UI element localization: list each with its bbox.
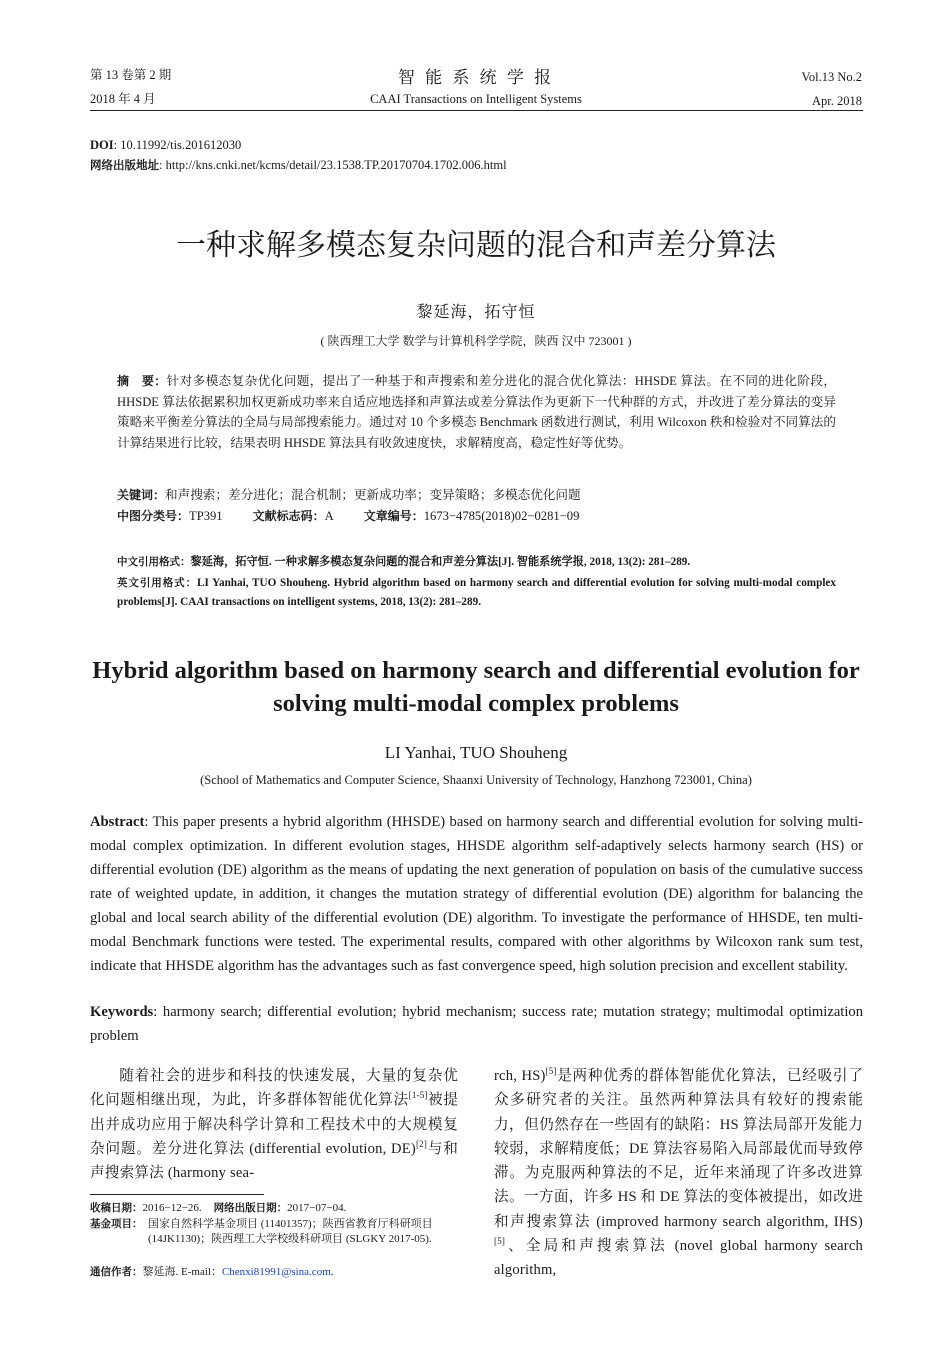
doc-code-label: 文献标志码： bbox=[252, 509, 325, 523]
clc-label: 中图分类号： bbox=[117, 509, 190, 523]
header-date-en: Apr. 2018 bbox=[812, 94, 862, 108]
doc-code-value: A bbox=[324, 509, 334, 523]
keywords-en-label: Keywords bbox=[90, 1004, 154, 1020]
abstract-cn bbox=[117, 371, 836, 453]
citation-ref-3: [5] bbox=[545, 1066, 557, 1077]
online-date-label: 网络出版日期： bbox=[213, 1202, 288, 1214]
keywords-en-text: : harmony search; differential evolution; hybrid mechanism; success rate; mutation strategy; multimodal optimization problem bbox=[90, 1004, 863, 1044]
body-left-text-2: 被提出并成功应用于解决科学计算和工程技术中的大规模复杂问题。差分进化算法 (differential evolution, DE) bbox=[90, 1092, 459, 1157]
footnote-author bbox=[90, 1265, 462, 1280]
title-en-line1: Hybrid algorithm based on harmony search and differential evolution for bbox=[92, 657, 860, 684]
footnote-rule bbox=[90, 1194, 264, 1195]
abstract-en bbox=[90, 810, 863, 978]
article-number-label: 文章编号： bbox=[363, 509, 424, 523]
header-rule bbox=[90, 110, 863, 111]
fund-value: 国家自然科学基金项目 (11401357)；陕西省教育厅科研项目 (14JK1130)；陕西理工大学校级科研项目 (SLGKY 2017-05). bbox=[148, 1218, 433, 1245]
online-address-value: : http://kns.cnki.net/kcms/detail/23.1538.TP.20170704.1702.006.html bbox=[159, 158, 507, 172]
received-label: 收稿日期： bbox=[90, 1202, 143, 1214]
online-date-value: 2017−07−04. bbox=[287, 1202, 347, 1214]
keywords-cn-text: 和声搜索；差分进化；混合机制；更新成功率；变异策略；多模态优化问题 bbox=[165, 488, 581, 502]
email-link[interactable]: Chenxi81991@sina.com bbox=[221, 1266, 331, 1278]
body-right-paragraph bbox=[494, 1064, 863, 1283]
citation-ref-4: [5] bbox=[494, 1236, 506, 1247]
clc-value: TP391 bbox=[189, 509, 223, 523]
doi-label: DOI bbox=[90, 138, 114, 152]
keywords-en bbox=[90, 1000, 863, 1048]
fund-label: 基金项目： bbox=[90, 1218, 143, 1230]
author-value: 黎延海. E-mail： bbox=[142, 1266, 222, 1278]
citation-en-label: 英文引用格式： bbox=[117, 577, 198, 589]
online-address-line bbox=[90, 156, 507, 174]
journal-name-en: CAAI Transactions on Intelligent Systems bbox=[370, 92, 582, 106]
authors-en: LI Yanhai, TUO Shouheng bbox=[384, 743, 568, 762]
abstract-cn-text: 针对多模态复杂优化问题，提出了一种基于和声搜索和差分进化的混合优化算法：HHSDE 算法。在不同的进化阶段，HHSDE 算法依据累积加权更新成功率来自适应地选择和声算法或差分算法作为更新下一代种群的方式，并改进了差分算法的变异策略来平衡差分算法的全局与局部搜索能力。通过对 10 个多模态 Benchmark 函数进行测试，利用 Wilcoxon 秩和检验对不同算法的计算结果进行比较，结果表明 HHSDE 算法具有收敛速度快，求解精度高，稳定性好等优势。 bbox=[117, 374, 836, 450]
body-right-text-2: 是两种优秀的群体智能优化算法，已经吸引了众多研究者的关注。虽然两种算法具有较好的搜索能力，但仍然存在一些固有的缺陷：HS 算法局部开发能力较弱，求解精度低；DE 算法容易陷入局部最优而导致停滞。为克服两种算法的不足，近年来涌现了许多改进算法。一方面，许多 HS 和 DE 算法的变体被提出，如改进和声搜索算法 (improved harmony search algorithm, IHS) bbox=[494, 1068, 863, 1230]
classification-line bbox=[117, 506, 836, 526]
citation-en-text: LI Yanhai, TUO Shouheng. Hybrid algorithm based on harmony search and differential evolution for solving multi-modal complex problems[J]. CAAI transactions on intelligent systems, 2018, 13(2): 281–289. bbox=[117, 577, 836, 608]
title-en-line2: solving multi-modal complex problems bbox=[273, 690, 679, 717]
journal-name-cn: 智 能 系 统 学 报 bbox=[397, 68, 555, 87]
citation-ref-1: [1-5] bbox=[408, 1090, 428, 1101]
abstract-cn-label: 摘 要： bbox=[117, 374, 167, 388]
header-date-cn: 2018 年 4 月 bbox=[90, 92, 156, 106]
header-volume-en: Vol.13 No.2 bbox=[801, 70, 862, 84]
body-left-paragraph bbox=[90, 1064, 458, 1185]
citation-ref-2: [2] bbox=[415, 1139, 428, 1150]
body-left-text-3: 与和声搜索算法 (harmony sea- bbox=[90, 1140, 458, 1182]
footnote-fund bbox=[90, 1217, 462, 1247]
email-tail: . bbox=[330, 1266, 334, 1278]
citation-en bbox=[117, 574, 836, 612]
doi-value: : 10.11992/tis.201612030 bbox=[113, 138, 242, 152]
abstract-en-label: Abstract bbox=[90, 814, 145, 830]
authors-cn: 黎延海，拓守恒 bbox=[416, 304, 536, 321]
keywords-cn-label: 关键词： bbox=[117, 488, 166, 502]
author-label: 通信作者： bbox=[90, 1266, 143, 1278]
title-cn: 一种求解多模态复杂问题的混合和声差分算法 bbox=[176, 228, 776, 263]
body-right-text-1: rch, HS) bbox=[494, 1068, 546, 1084]
citation-cn bbox=[117, 553, 836, 572]
affiliation-en: (School of Mathematics and Computer Science, Shaanxi University of Technology, Hanzhong 723001, China) bbox=[200, 773, 752, 787]
keywords-cn bbox=[117, 485, 836, 505]
doi-line bbox=[90, 136, 241, 154]
body-left-text-1: 随着社会的进步和科技的快速发展，大量的复杂优化问题相继出现，为此，许多群体智能优化算法 bbox=[90, 1068, 458, 1109]
citation-cn-label: 中文引用格式： bbox=[117, 556, 191, 568]
received-value: 2016−12−26. bbox=[142, 1202, 202, 1214]
online-address-label: 网络出版地址 bbox=[90, 158, 159, 172]
affiliation-cn: ( 陕西理工大学 数学与计算机科学学院，陕西 汉中 723001 ) bbox=[320, 334, 632, 348]
citation-cn-text: 黎延海，拓守恒. 一种求解多模态复杂问题的混合和声差分算法[J]. 智能系统学报, 2018, 13(2): 281–289. bbox=[190, 556, 691, 568]
header-volume-cn: 第 13 卷第 2 期 bbox=[90, 68, 172, 82]
abstract-en-text: : This paper presents a hybrid algorithm (HHSDE) based on harmony search and differential evolution for solving multi-modal complex optimization. In different evolution stages, HHSDE algorithm self-adaptively selects harmony search (HS) or differential evolution (DE) algorithm as the means of updating the next generation of population on basis of the cumulative success rate of weighted update, in addition, it changes the mutation strategy of differential evolution (DE) algorithm for balancing the global and local search ability of the differential evolution (DE) algorithm. To investigate the performance of HHSDE, ten multi-modal Benchmark functions were tested. The experimental results, compared with other algorithms by Wilcoxon rank sum test, indicate that HHSDE algorithm has the advantages such as fast convergence speed, high solution precision and excellent stability. bbox=[90, 814, 863, 974]
footnote-dates bbox=[90, 1201, 462, 1216]
article-number-value: 1673−4785(2018)02−0281−09 bbox=[423, 509, 580, 523]
body-right-text-3: 、全局和声搜索算法 (novel global harmony search algorithm, bbox=[494, 1238, 863, 1279]
